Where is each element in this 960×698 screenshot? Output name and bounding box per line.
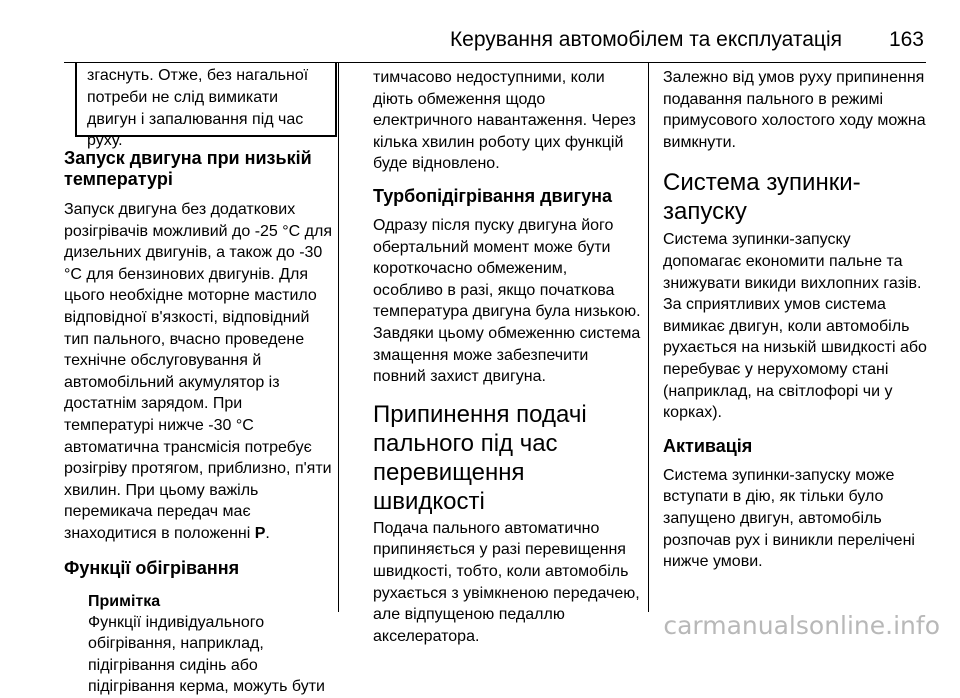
column-divider-1 bbox=[338, 62, 339, 612]
box-text: згаснуть. Отже, без нагальної потреби не слід вимикати двигун і запалювання під час руху. bbox=[87, 67, 309, 150]
paragraph-cold-start-text: Запуск двигуна без додаткових розігрівачів можливий до -25 °C для дизельних двигунів, а також до -30 °C для бензинових двигунів. Для цього необхідне моторне мастило відповідної в'язкості, відповідний тип пального, вчасно проведене технічне обслуговування й автомобільний акумулятор із достатнім зарядом. При температурі нижче -30 °C автоматична трансмісія потребує розігріву протягом, приблизно, п'яти хвилин. При цьому важіль перемикача передач має знаходитися в положенні bbox=[64, 201, 332, 542]
paragraph-cold-start-end: . bbox=[265, 524, 270, 542]
continued-note-box bbox=[75, 62, 337, 150]
heading-turbo: Турбопідігрівання двигуна bbox=[373, 185, 613, 206]
paragraph-cold-start bbox=[64, 199, 332, 545]
paragraph-fuel-cutoff-cont: Залежно від умов руху припинення подавання пального в режимі примусового холостого ходу можна вимкнути. bbox=[663, 69, 926, 151]
gear-position-p: P bbox=[254, 524, 266, 542]
page-number: 163 bbox=[888, 28, 924, 51]
paragraph-activation: Система зупинки-запуску може вступати в дію, як тільки було запущено двигун, автомобіль розпочав рух і виникли перелічені нижче умови. bbox=[663, 466, 915, 571]
note-title: Примітка bbox=[88, 592, 161, 610]
paragraph-stop-start: Система зупинки-запуску допомагає економити пальне та знижувати викиди вихлопних газів. За сприятливих умов система вимикає двигун, коли автомобіль рухається на низькій швидкості або перебуває у нерухомому стані (наприклад, на світлофорі чи у корках). bbox=[663, 231, 927, 422]
column-1 bbox=[64, 62, 332, 698]
heading-activation: Активація bbox=[663, 435, 753, 456]
paragraph-turbo: Одразу після пуску двигуна його обертальний момент може бути короткочасно обмеженим, особливо в разі, якщо початкова температура двигуна була низькою. Завдяки цьому обмеженню система змащення може забезпечити повний захист двигуна. bbox=[373, 216, 641, 386]
paragraph-continued: тимчасово недоступними, коли діють обмеження щодо електричного навантаження. Через кілька хвилин роботу цих функцій буде відновлено. bbox=[373, 69, 636, 173]
heading-stop-start: Система зупинки-запуску bbox=[663, 169, 861, 226]
chapter-title: Керування автомобілем та експлуатація bbox=[449, 28, 842, 51]
note-text: Функції індивідуального обігрівання, наприклад, підігрівання сидінь або підігрівання керма, можуть бути bbox=[88, 613, 325, 696]
heading-fuel-cutoff: Припинення подачі пального під час перевищення швидкості bbox=[373, 400, 587, 515]
page-header bbox=[0, 0, 960, 58]
heading-cold-start: Запуск двигуна при низькій температурі bbox=[64, 148, 312, 189]
column-2 bbox=[373, 62, 641, 647]
watermark: carmanualsonline.info bbox=[663, 611, 940, 640]
column-divider-2 bbox=[648, 62, 649, 612]
note-block bbox=[64, 591, 332, 698]
column-3 bbox=[663, 62, 931, 573]
paragraph-fuel-cutoff: Подача пального автоматично припиняється у разі перевищення швидкості, тобто, коли автомобіль рухається з увімкненою передачею, але відпущеною педаллю акселератора. bbox=[373, 519, 640, 645]
heading-heating-functions: Функції обігрівання bbox=[64, 557, 240, 578]
